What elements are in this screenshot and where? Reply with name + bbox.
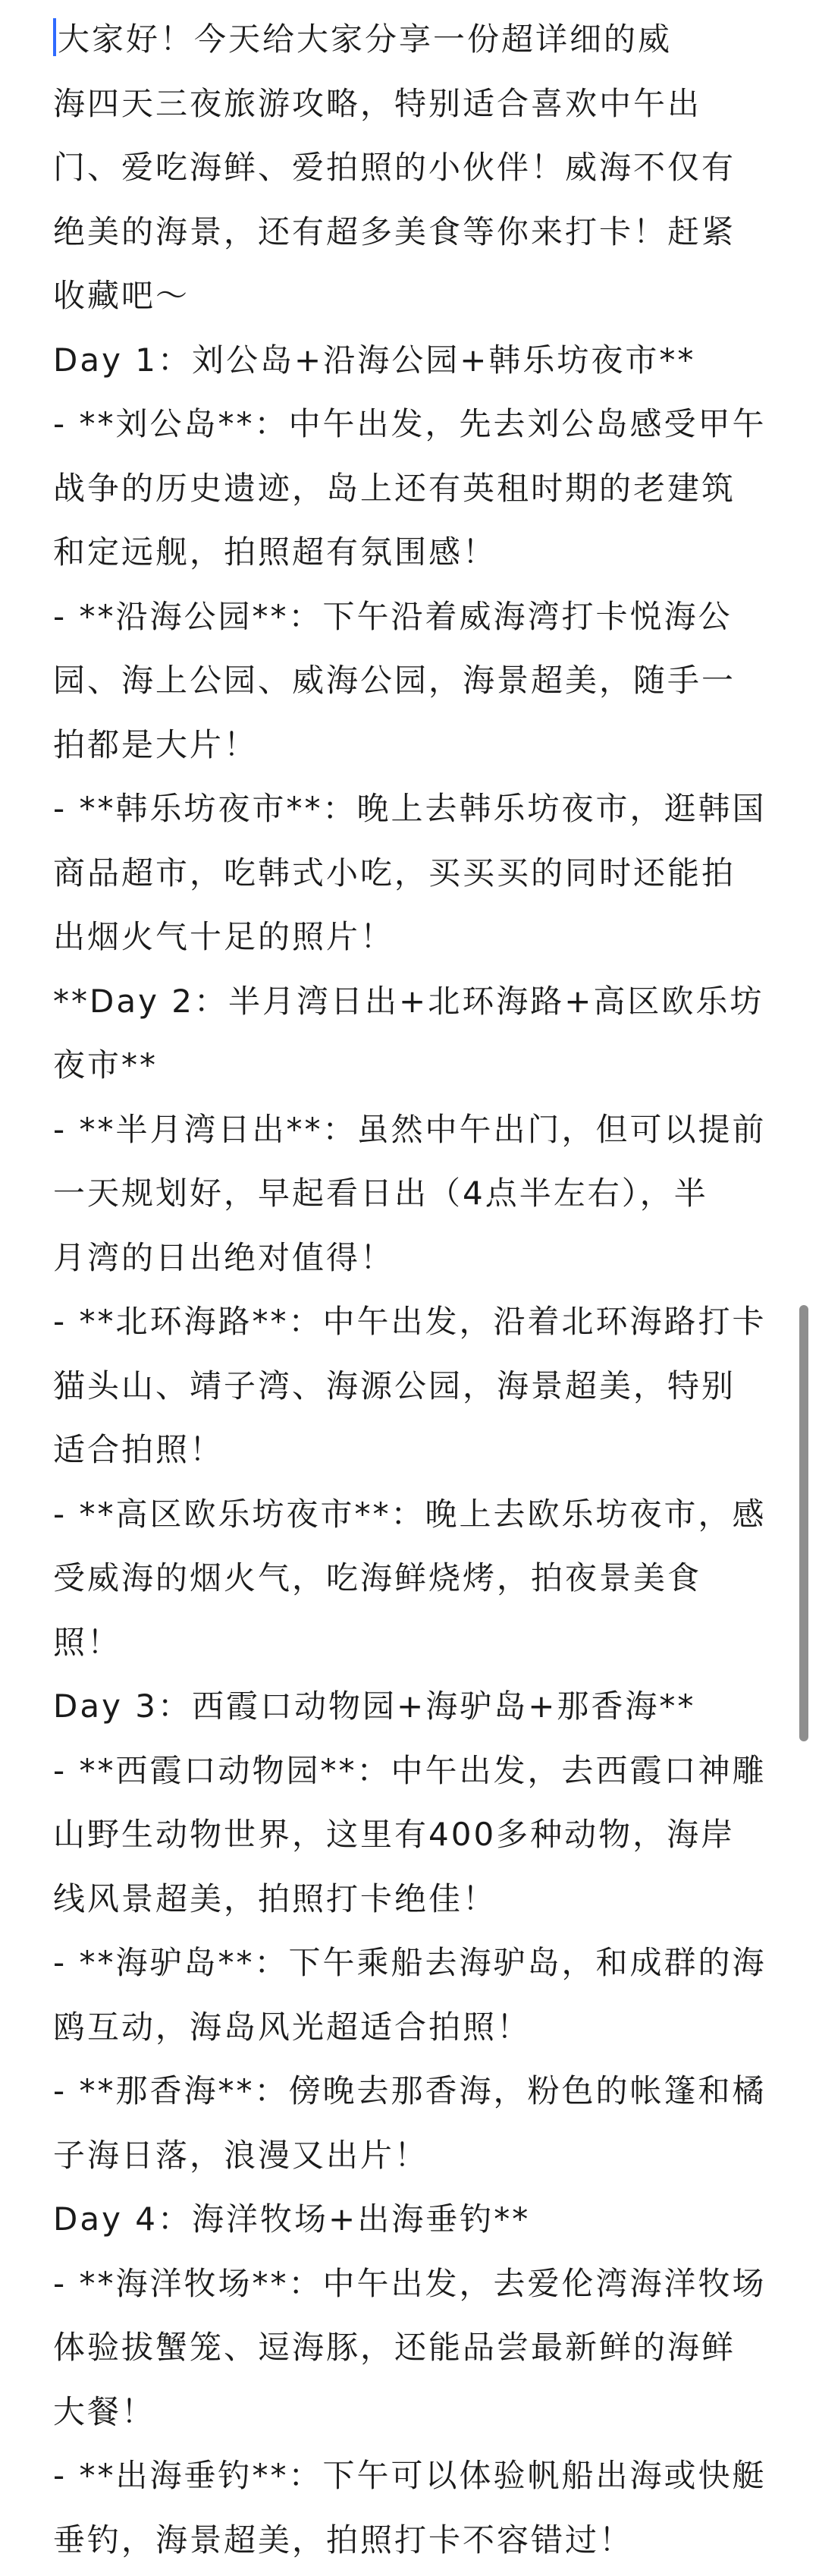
text-line: 一天规划好，早起看日出（4点半左右），半 bbox=[53, 1175, 708, 1212]
text-line: 拍都是大片！ bbox=[53, 725, 259, 763]
text-line: - **韩乐坊夜市**：晚上去韩乐坊夜市，逛韩国 bbox=[53, 790, 767, 827]
text-line: 大家好！今天给大家分享一份超详细的威 bbox=[53, 8, 774, 72]
text-line: - **刘公岛**：中午出发，先去刘公岛感受甲午 bbox=[53, 405, 767, 442]
text-line: - **出海垂钓**：下午可以体验帆船出海或快艇 bbox=[53, 2457, 767, 2494]
note-text-area[interactable] bbox=[53, 8, 774, 2572]
day-heading: **Day 2：半月湾日出+北环海路+高区欧乐坊 bbox=[53, 982, 764, 1020]
text-line: - **北环海路**：中午出发，沿着北环海路打卡 bbox=[53, 1303, 767, 1340]
text-line: 商品超市，吃韩式小吃，买买买的同时还能拍 bbox=[53, 854, 736, 892]
text-line: 园、海上公园、威海公园，海景超美，随手一 bbox=[53, 662, 736, 699]
text-line: - **海驴岛**：下午乘船去海驴岛，和成群的海 bbox=[53, 1944, 767, 1981]
text-line: 战争的历史遗迹，岛上还有英租时期的老建筑 bbox=[53, 469, 736, 507]
vertical-scrollbar[interactable] bbox=[799, 1305, 808, 1741]
day-heading: Day 1：刘公岛+沿海公园+韩乐坊夜市** bbox=[53, 341, 696, 379]
text-line: - **沿海公园**：下午沿着威海湾打卡悦海公 bbox=[53, 597, 733, 635]
text-line: 大餐！ bbox=[53, 2392, 156, 2430]
text-line: 鸥互动，海岛风光超适合拍照！ bbox=[53, 2008, 532, 2046]
text-line: 受威海的烟火气，吃海鲜烧烤，拍夜景美食 bbox=[53, 1559, 702, 1596]
text-line: - **半月湾日出**：虽然中午出门，但可以提前 bbox=[53, 1110, 767, 1148]
day-heading: Day 4：海洋牧场+出海垂钓** bbox=[53, 2200, 531, 2238]
text-line: 收藏吧～ bbox=[53, 277, 190, 314]
text-line: 体验拔蟹笼、逗海豚，还能品尝最新鲜的海鲜 bbox=[53, 2329, 736, 2366]
day-heading: Day 3：西霞口动物园+海驴岛+那香海** bbox=[53, 1687, 696, 1725]
text-line: 垂钓，海景超美，拍照打卡不容错过！ bbox=[53, 2521, 634, 2559]
text-line: 门、爱吃海鲜、爱拍照的小伙伴！威海不仅有 bbox=[53, 149, 736, 186]
text-line: 出烟火气十足的照片！ bbox=[53, 918, 395, 955]
text-line: 猫头山、靖子湾、海源公园，海景超美，特别 bbox=[53, 1367, 736, 1404]
text-line: 绝美的海景，还有超多美食等你来打卡！赶紧 bbox=[53, 212, 736, 250]
text-line: 月湾的日出绝对值得！ bbox=[53, 1238, 395, 1276]
text-line: 线风景超美，拍照打卡绝佳！ bbox=[53, 1879, 497, 1917]
text-line: - **海洋牧场**：中午出发，去爱伦湾海洋牧场 bbox=[53, 2264, 767, 2302]
text-line: - **那香海**：傍晚去那香海，粉色的帐篷和橘 bbox=[53, 2072, 767, 2109]
text-line: 适合拍照！ bbox=[53, 1431, 224, 1468]
text-line: 照！ bbox=[53, 1623, 122, 1661]
text-line: 子海日落，浪漫又出片！ bbox=[53, 2136, 429, 2174]
text-line: 海四天三夜旅游攻略，特别适合喜欢中午出 bbox=[53, 84, 702, 122]
text-line: 山野生动物世界，这里有400多种动物，海岸 bbox=[53, 1816, 736, 1853]
day-heading: 夜市** bbox=[53, 1046, 158, 1084]
text-line: 和定远舰，拍照超有氛围感！ bbox=[53, 533, 497, 571]
text-cursor bbox=[53, 18, 56, 56]
text-line: - **高区欧乐坊夜市**：晚上去欧乐坊夜市，感 bbox=[53, 1495, 767, 1533]
text-line: - **西霞口动物园**：中午出发，去西霞口神雕 bbox=[53, 1751, 767, 1789]
